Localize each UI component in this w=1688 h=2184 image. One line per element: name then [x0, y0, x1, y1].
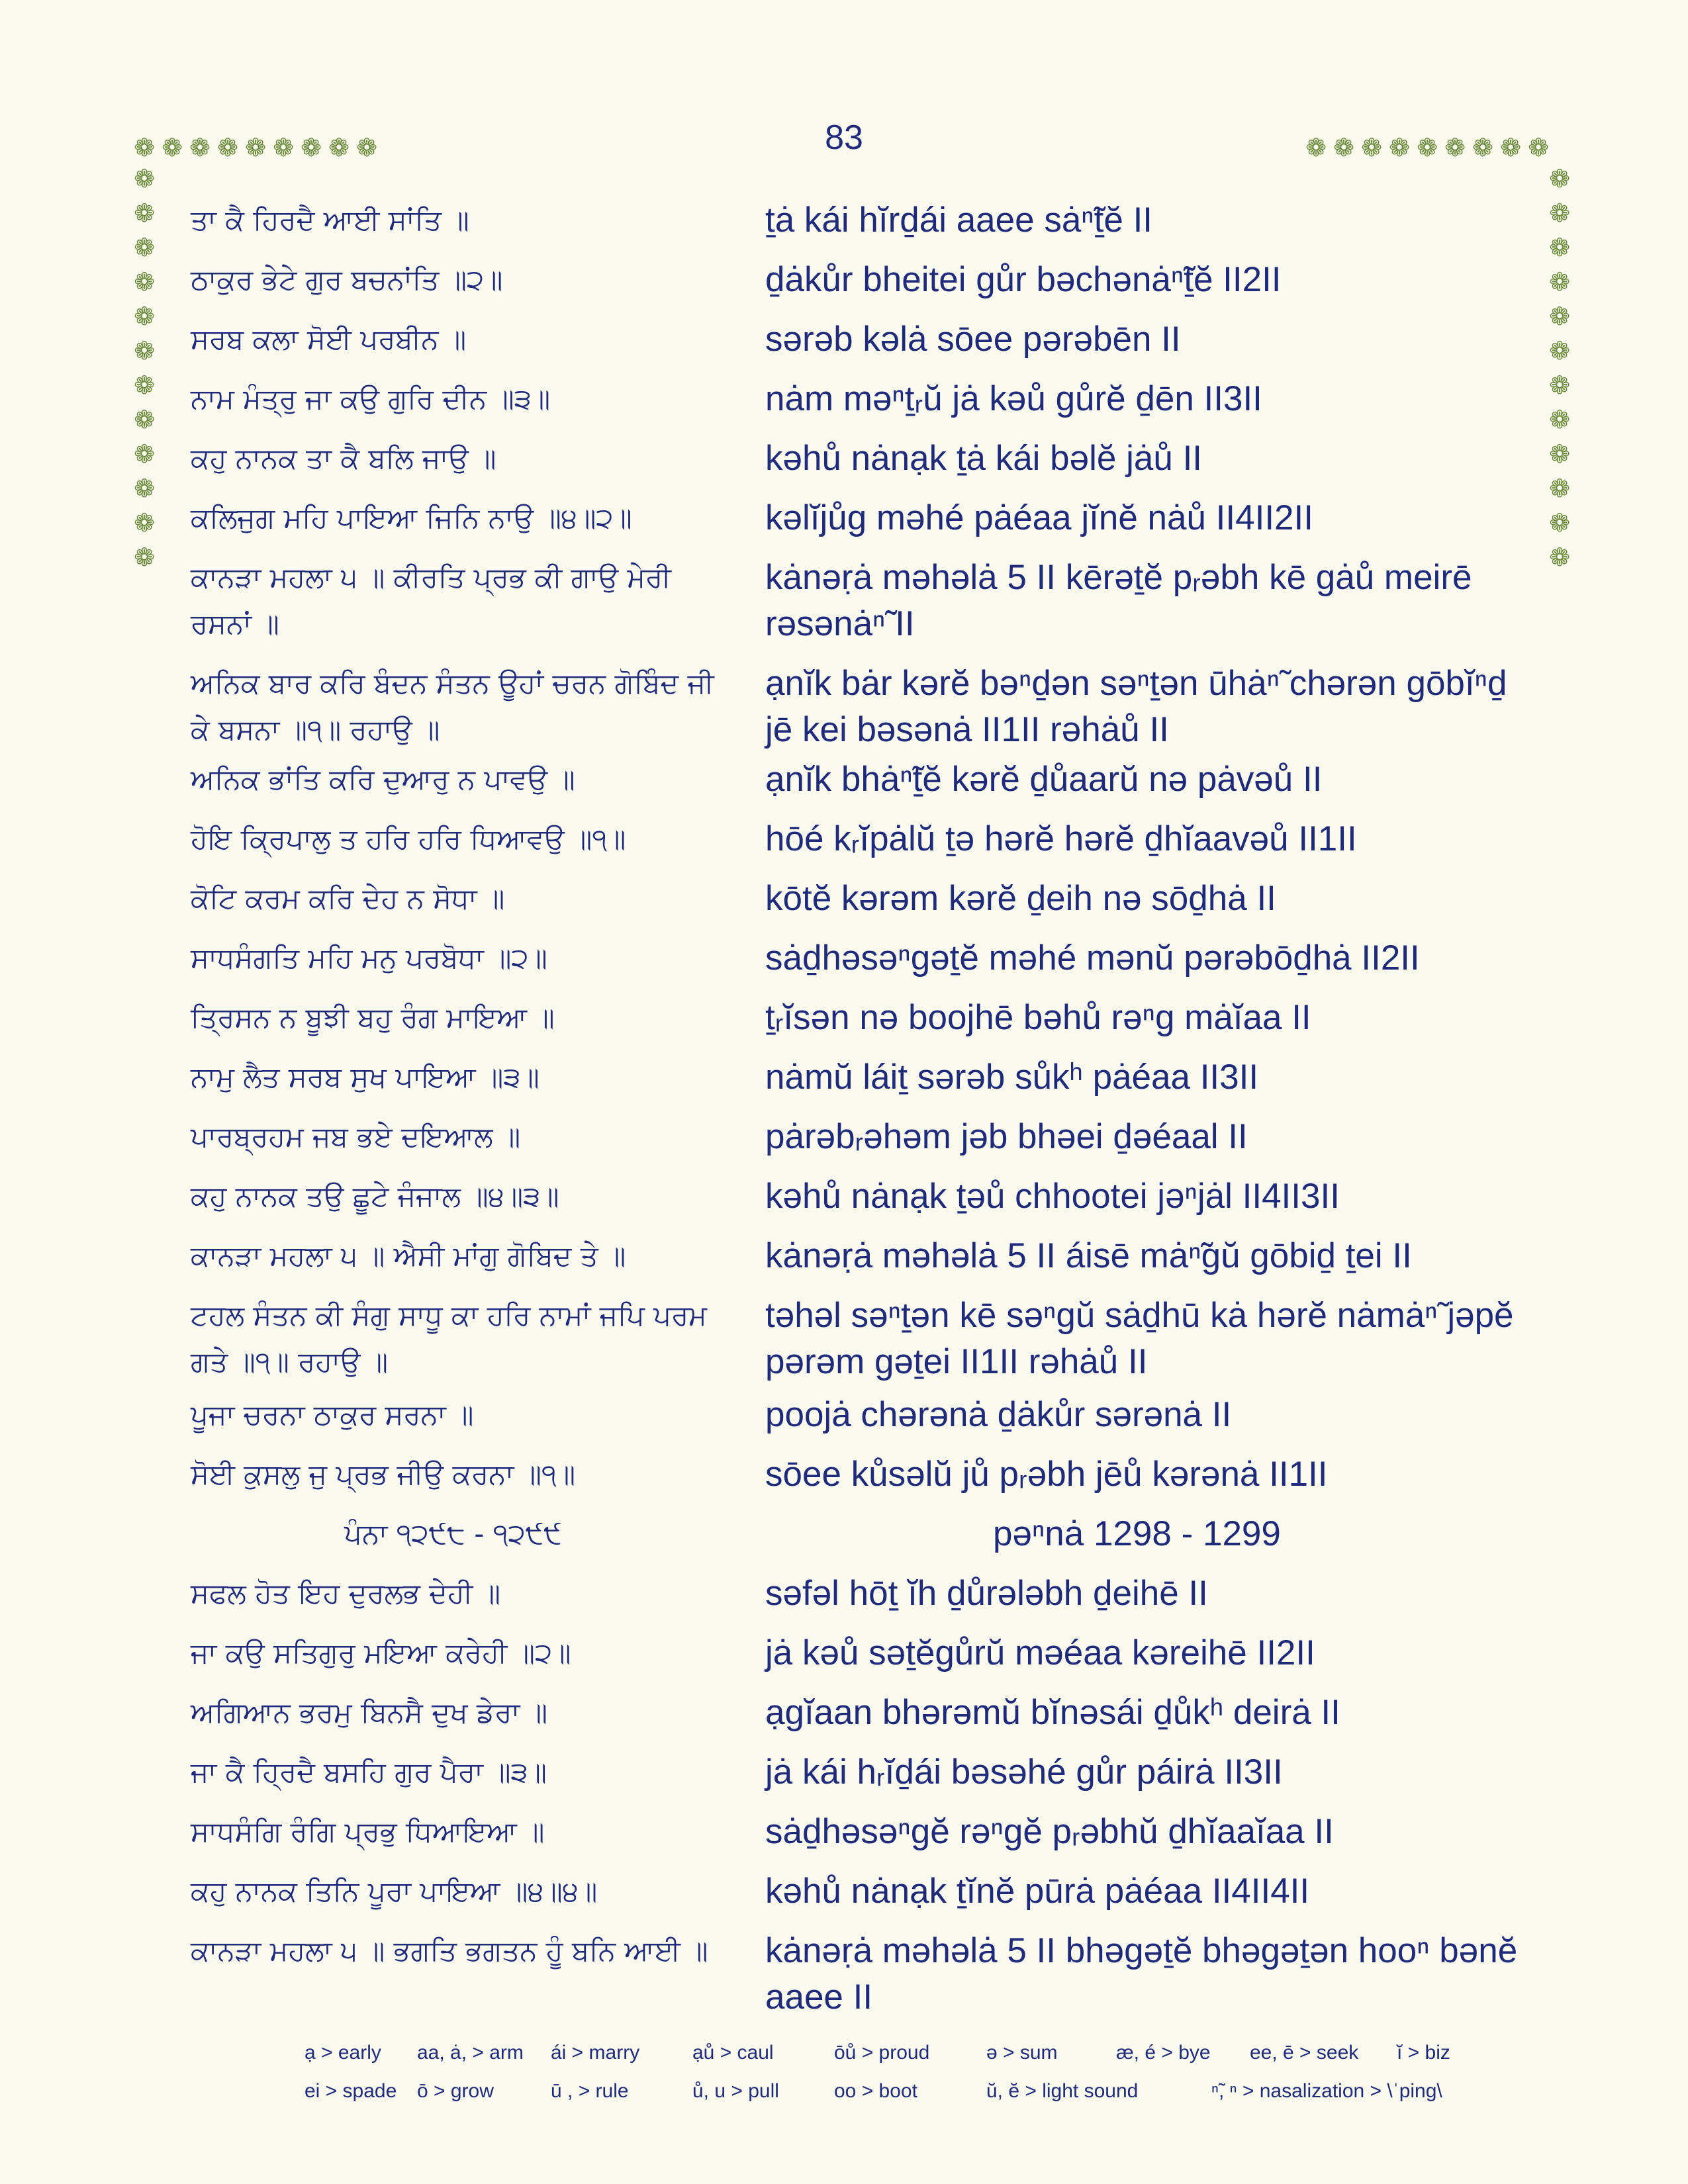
legend-item: ū , > rule — [551, 2080, 629, 2102]
gurmukhi-text: ਸਾਧਸੰਗਿ ਰੰਗਿ ਪ੍ਰਭੁ ਧਿਆਇਆ ॥ — [191, 1815, 545, 1848]
flower-ornament-icon: ❁ — [1549, 508, 1570, 537]
legend-item: ei > spade — [305, 2080, 397, 2102]
transliteration-text: sərəb kəlȧ sōee pərəbēn II — [765, 320, 1181, 359]
flower-ornament-icon: ❁ — [134, 133, 155, 162]
flower-ornament-icon: ❁ — [1549, 302, 1570, 331]
flower-ornament-icon: ❁ — [134, 371, 155, 400]
gurmukhi-text: ਪੂਜਾ ਚਰਨਾ ਠਾਕੁਰ ਸਰਨਾ ॥ — [191, 1398, 474, 1431]
gurmukhi-text: ਕਾਨੜਾ ਮਹਲਾ ੫ ॥ ਐਸੀ ਮਾਂਗੁ ਗੋਬਿਦ ਤੇ ॥ — [191, 1240, 626, 1272]
transliteration-text: ṯᵣĭsən nə boojhē bəhů rəⁿg mȧĭaa II — [765, 998, 1311, 1037]
gurmukhi-text: ਜਾ ਕੈ ਹ੍ਰਿਦੈ ਬਸਹਿ ਗੁਰ ਪੈਰਾ ॥੩॥ — [191, 1756, 547, 1788]
transliteration-text: ṯȧ kái hĭrḏái aaee sȧⁿ̃ṯĕ II — [765, 201, 1153, 240]
flower-ornament-icon: ❁ — [1472, 133, 1493, 162]
top-left-border — [132, 133, 379, 169]
legend-item: ⁿ̃, ⁿ > nasalization > \ˈping\ — [1211, 2080, 1442, 2102]
legend-item: ạ > early — [305, 2042, 381, 2064]
gurmukhi-text: ਸਾਧਸੰਗਤਿ ਮਹਿ ਮਨੁ ਪਰਬੋਧਾ ॥੨॥ — [191, 942, 547, 974]
transliteration-text: təhəl səⁿṯən kē səⁿgŭ sȧḏhū kȧ hərĕ nȧmȧⁿ̃ jəpĕ pərəm gəṯei II1II rəhȧů II — [765, 1296, 1514, 1381]
transliteration-text: səfəl hōṯ ĭh ḏůrələbh ḏeihē II — [765, 1574, 1208, 1613]
flower-ornament-icon: ❁ — [134, 267, 155, 296]
gurmukhi-text: ਅਨਿਕ ਭਾਂਤਿ ਕਰਿ ਦੁਆਰੁ ਨ ਪਾਵਉ ॥ — [191, 763, 575, 796]
transliteration-text: sȧḏhəsəⁿgəṯĕ məhé mənŭ pərəbōḏhȧ II2II — [765, 938, 1420, 978]
transliteration-text: sȧḏhəsəⁿgĕ rəⁿgĕ pᵣəbhŭ ḏhĭaaĭaa II — [765, 1812, 1334, 1851]
right-border — [1548, 164, 1571, 572]
flower-ornament-icon: ❁ — [1549, 405, 1570, 434]
flower-ornament-icon: ❁ — [217, 133, 238, 162]
legend-item: æ, é > bye — [1116, 2042, 1211, 2064]
transliteration-text: kəhů nȧnạk ṯĭnĕ pūrȧ pȧéaa II4II4II — [765, 1872, 1310, 1911]
gurmukhi-text: ਨਾਮ ਮੰਤ੍ਰੁ ਜਾ ਕਉ ਗੁਰਿ ਦੀਨ ॥੩॥ — [191, 383, 551, 415]
flower-ornament-icon: ❁ — [134, 302, 155, 331]
gurmukhi-text: ਤਾ ਕੈ ਹਿਰਦੈ ਆਈ ਸਾਂਤਿ ॥ — [191, 204, 469, 236]
gurmukhi-text: ਕਾਨੜਾ ਮਹਲਾ ੫ ॥ ਭਗਤਿ ਭਗਤਨ ਹੂੰ ਬਨਿ ਆਈ ॥ — [191, 1934, 708, 1967]
flower-ornament-icon: ❁ — [134, 233, 155, 262]
transliteration-text: jȧ kái hᵣĭḏái bəsəhé gůr páirȧ II3II — [765, 1752, 1283, 1792]
flower-ornament-icon: ❁ — [1549, 474, 1570, 503]
legend-item: ạů > caul — [692, 2042, 774, 2064]
transliteration-text: hōé kᵣĭpȧlŭ ṯə hərĕ hərĕ ḏhĭaavəů II1II — [765, 819, 1357, 858]
gurmukhi-text: ਕਹੁ ਨਾਨਕ ਤਉ ਛੂਟੇ ਜੰਜਾਲ ॥੪॥੩॥ — [191, 1180, 559, 1212]
flower-ornament-icon: ❁ — [134, 405, 155, 434]
gurmukhi-text: ਠਾਕੁਰ ਭੇਟੇ ਗੁਰ ਬਚਨਾਂਤਿ ॥੨॥ — [191, 263, 503, 296]
gurmukhi-text: ਪਾਰਬ੍ਰਹਮ ਜਬ ਭਏ ਦਇਆਲ ॥ — [191, 1120, 521, 1153]
flower-ornament-icon: ❁ — [1528, 133, 1549, 162]
left-border — [132, 164, 156, 572]
gurmukhi-text: ਹੋਇ ਕ੍ਰਿਪਾਲੁ ਤ ਹਰਿ ਹਰਿ ਧਿਆਵਉ ॥੧॥ — [191, 823, 626, 855]
legend-item: ee, ē > seek — [1250, 2042, 1359, 2064]
flower-ornament-icon: ❁ — [134, 474, 155, 503]
legend-item: ái > marry — [551, 2042, 640, 2064]
legend-item: ə > sum — [986, 2042, 1058, 2064]
flower-ornament-icon: ❁ — [1333, 133, 1354, 162]
flower-ornament-icon: ❁ — [1305, 133, 1327, 162]
flower-ornament-icon: ❁ — [134, 508, 155, 537]
transliteration-text: pȧrəbᵣəhəm jəb bhəei ḏəéaal II — [765, 1117, 1248, 1156]
flower-ornament-icon: ❁ — [134, 543, 155, 572]
legend-item: ō > grow — [417, 2080, 494, 2102]
flower-ornament-icon: ❁ — [1549, 233, 1570, 262]
flower-ornament-icon: ❁ — [1444, 133, 1466, 162]
flower-ornament-icon: ❁ — [1549, 164, 1570, 193]
legend-item: ů, u > pull — [692, 2080, 779, 2102]
transliteration-text: kōtĕ kərəm kərĕ ḏeih nə sōḏhȧ II — [765, 879, 1276, 918]
top-right-border — [1304, 133, 1550, 169]
transliteration-text: kȧnəṛȧ məhəlȧ 5 II áisē mȧⁿ̃gŭ gōbiḏ ṯei II — [765, 1236, 1412, 1275]
flower-ornament-icon: ❁ — [1417, 133, 1438, 162]
legend-item: ĭ > biz — [1397, 2042, 1450, 2064]
transliteration-text: nȧmŭ láiṯ sərəb sůkʰ pȧéaa II3II — [765, 1058, 1259, 1097]
flower-ornament-icon: ❁ — [1549, 439, 1570, 469]
gurmukhi-text: ਨਾਮੁ ਲੈਤ ਸਰਬ ਸੁਖ ਪਾਇਆ ॥੩॥ — [191, 1061, 539, 1093]
legend-item: ōů > proud — [834, 2042, 930, 2064]
flower-ornament-icon: ❁ — [189, 133, 211, 162]
gurmukhi-text: ਕਲਿਜੁਗ ਮਹਿ ਪਾਇਆ ਜਿਨਿ ਨਾਉ ॥੪॥੨॥ — [191, 502, 632, 534]
gurmukhi-text: ਕਹੁ ਨਾਨਕ ਤਾ ਕੈ ਬਲਿ ਜਾਉ ॥ — [191, 442, 496, 475]
gurmukhi-text: ਸੋਈ ਕੁਸਲੁ ਜੁ ਪ੍ਰਭ ਜੀਉ ਕਰਨਾ ॥੧॥ — [191, 1458, 576, 1490]
transliteration-text: kȧnəṛȧ məhəlȧ 5 II kērəṯĕ pᵣəbh kē gȧů meirē rəsənȧⁿ̃ II — [765, 558, 1472, 643]
flower-ornament-icon: ❁ — [1361, 133, 1382, 162]
legend-item: aa, ȧ, > arm — [417, 2042, 524, 2064]
gurmukhi-text: ਸਫਲ ਹੋਤ ਇਹ ਦੁਰਲਭ ਦੇਹੀ ॥ — [191, 1577, 501, 1610]
flower-ornament-icon: ❁ — [273, 133, 294, 162]
transliteration-text: kȧnəṛȧ məhəlȧ 5 II bhəgəṯĕ bhəgəṯən hooⁿ bənĕ aaee II — [765, 1931, 1518, 2017]
legend-row — [305, 2080, 1442, 2113]
gurmukhi-text: ਤ੍ਰਿਸਨ ਨ ਬੂਝੀ ਬਹੁ ਰੰਗ ਮਾਇਆ ॥ — [191, 1001, 555, 1034]
flower-ornament-icon: ❁ — [134, 336, 155, 365]
gurmukhi-text: ਜਾ ਕਉ ਸਤਿਗੁਰੁ ਮਇਆ ਕਰੇਹੀ ॥੨॥ — [191, 1637, 571, 1669]
transliteration-text: ạnĭk bhȧⁿ̃ṯĕ kərĕ ḏůaarŭ nə pȧvəů II — [765, 760, 1323, 799]
gurmukhi-text: ਕਹੁ ਨਾਨਕ ਤਿਨਿ ਪੂਰਾ ਪਾਇਆ ॥੪॥੪॥ — [191, 1875, 598, 1907]
transliteration-text: jȧ kəů səṯĕgůrŭ məéaa kəreihē II2II — [765, 1633, 1315, 1672]
transliteration-text: poojȧ chərənȧ ḏȧkůr sərənȧ II — [765, 1395, 1232, 1434]
legend-row — [305, 2042, 1450, 2075]
flower-ornament-icon: ❁ — [1549, 267, 1570, 296]
flower-ornament-icon: ❁ — [134, 439, 155, 469]
flower-ornament-icon: ❁ — [301, 133, 322, 162]
transliteration-text: sōee kůsəlŭ jů pᵣəbh jēů kərənȧ II1II — [765, 1455, 1328, 1494]
flower-ornament-icon: ❁ — [1500, 133, 1521, 162]
flower-ornament-icon: ❁ — [1389, 133, 1410, 162]
gurmukhi-text: ਅਗਿਆਨ ਭਰਮੁ ਬਿਨਸੈ ਦੁਖ ਡੇਰਾ ॥ — [191, 1696, 548, 1729]
gurmukhi-text: ਸਰਬ ਕਲਾ ਸੋਈ ਪਰਬੀਨ ॥ — [191, 323, 467, 355]
flower-ornament-icon: ❁ — [1549, 199, 1570, 228]
flower-ornament-icon: ❁ — [328, 133, 350, 162]
transliteration-text: ḏȧkůr bheitei gůr bəchənȧⁿ̃ṯĕ II2II — [765, 260, 1282, 299]
transliteration-text: kəhů nȧnạk ṯəů chhootei jəⁿjȧl II4II3II — [765, 1177, 1340, 1216]
gurmukhi-text: ਅਨਿਕ ਬਾਰ ਕਰਿ ਬੰਦਨ ਸੰਤਨ ਊਹਾਂ ਚਰਨ ਗੋਬਿੰਦ ਜੀ ਕੇ ਬਸਨਾ ॥੧॥ ਰਹਾਉ ॥ — [191, 667, 714, 746]
flower-ornament-icon: ❁ — [134, 164, 155, 193]
transliteration-text: kəhů nȧnạk ṯȧ kái bəlĕ jȧů II — [765, 439, 1203, 478]
legend-item: oo > boot — [834, 2080, 917, 2102]
roman-page-range: pəⁿnȧ 1298 - 1299 — [993, 1514, 1281, 1553]
flower-ornament-icon: ❁ — [1549, 371, 1570, 400]
flower-ornament-icon: ❁ — [245, 133, 266, 162]
gurmukhi-page-range: ਪੰਨਾ ੧੨੯੮ - ੧੨੯੯ — [344, 1518, 562, 1550]
gurmukhi-text: ਕੋਟਿ ਕਰਮ ਕਰਿ ਦੇਹ ਨ ਸੋਧਾ ॥ — [191, 882, 505, 915]
gurmukhi-text: ਕਾਨੜਾ ਮਹਲਾ ੫ ॥ ਕੀਰਤਿ ਪ੍ਰਭ ਕੀ ਗਾਉ ਮੇਰੀ ਰਸਨਾਂ ॥ — [191, 561, 671, 640]
flower-ornament-icon: ❁ — [1549, 543, 1570, 572]
transliteration-text: ạnĭk bȧr kərĕ bəⁿḏən səⁿṯən ūhȧⁿ̃ chərən gōbĭⁿḏ jē kei bəsənȧ II1II rəhȧů II — [765, 664, 1507, 749]
gurmukhi-text: ਟਹਲ ਸੰਤਨ ਕੀ ਸੰਗੁ ਸਾਧੂ ਕਾ ਹਰਿ ਨਾਮਾਂ ਜਪਿ ਪਰਮ ਗਤੇ ॥੧॥ ਰਹਾਉ ॥ — [191, 1299, 707, 1378]
transliteration-text: kəlĭjůg məhé pȧéaa jĭnĕ nȧů II4II2II — [765, 498, 1313, 537]
flower-ornament-icon: ❁ — [1549, 336, 1570, 365]
transliteration-text: ạgĭaan bhərəmŭ bĭnəsái ḏůkʰ deirȧ II — [765, 1693, 1340, 1732]
flower-ornament-icon: ❁ — [356, 133, 377, 162]
flower-ornament-icon: ❁ — [162, 133, 183, 162]
transliteration-text: nȧm məⁿṯᵣŭ jȧ kəů gůrĕ ḏēn II3II — [765, 379, 1262, 418]
flower-ornament-icon: ❁ — [134, 199, 155, 228]
legend-item: ŭ, ĕ > light sound — [986, 2080, 1139, 2102]
page-number: 83 — [825, 118, 863, 157]
